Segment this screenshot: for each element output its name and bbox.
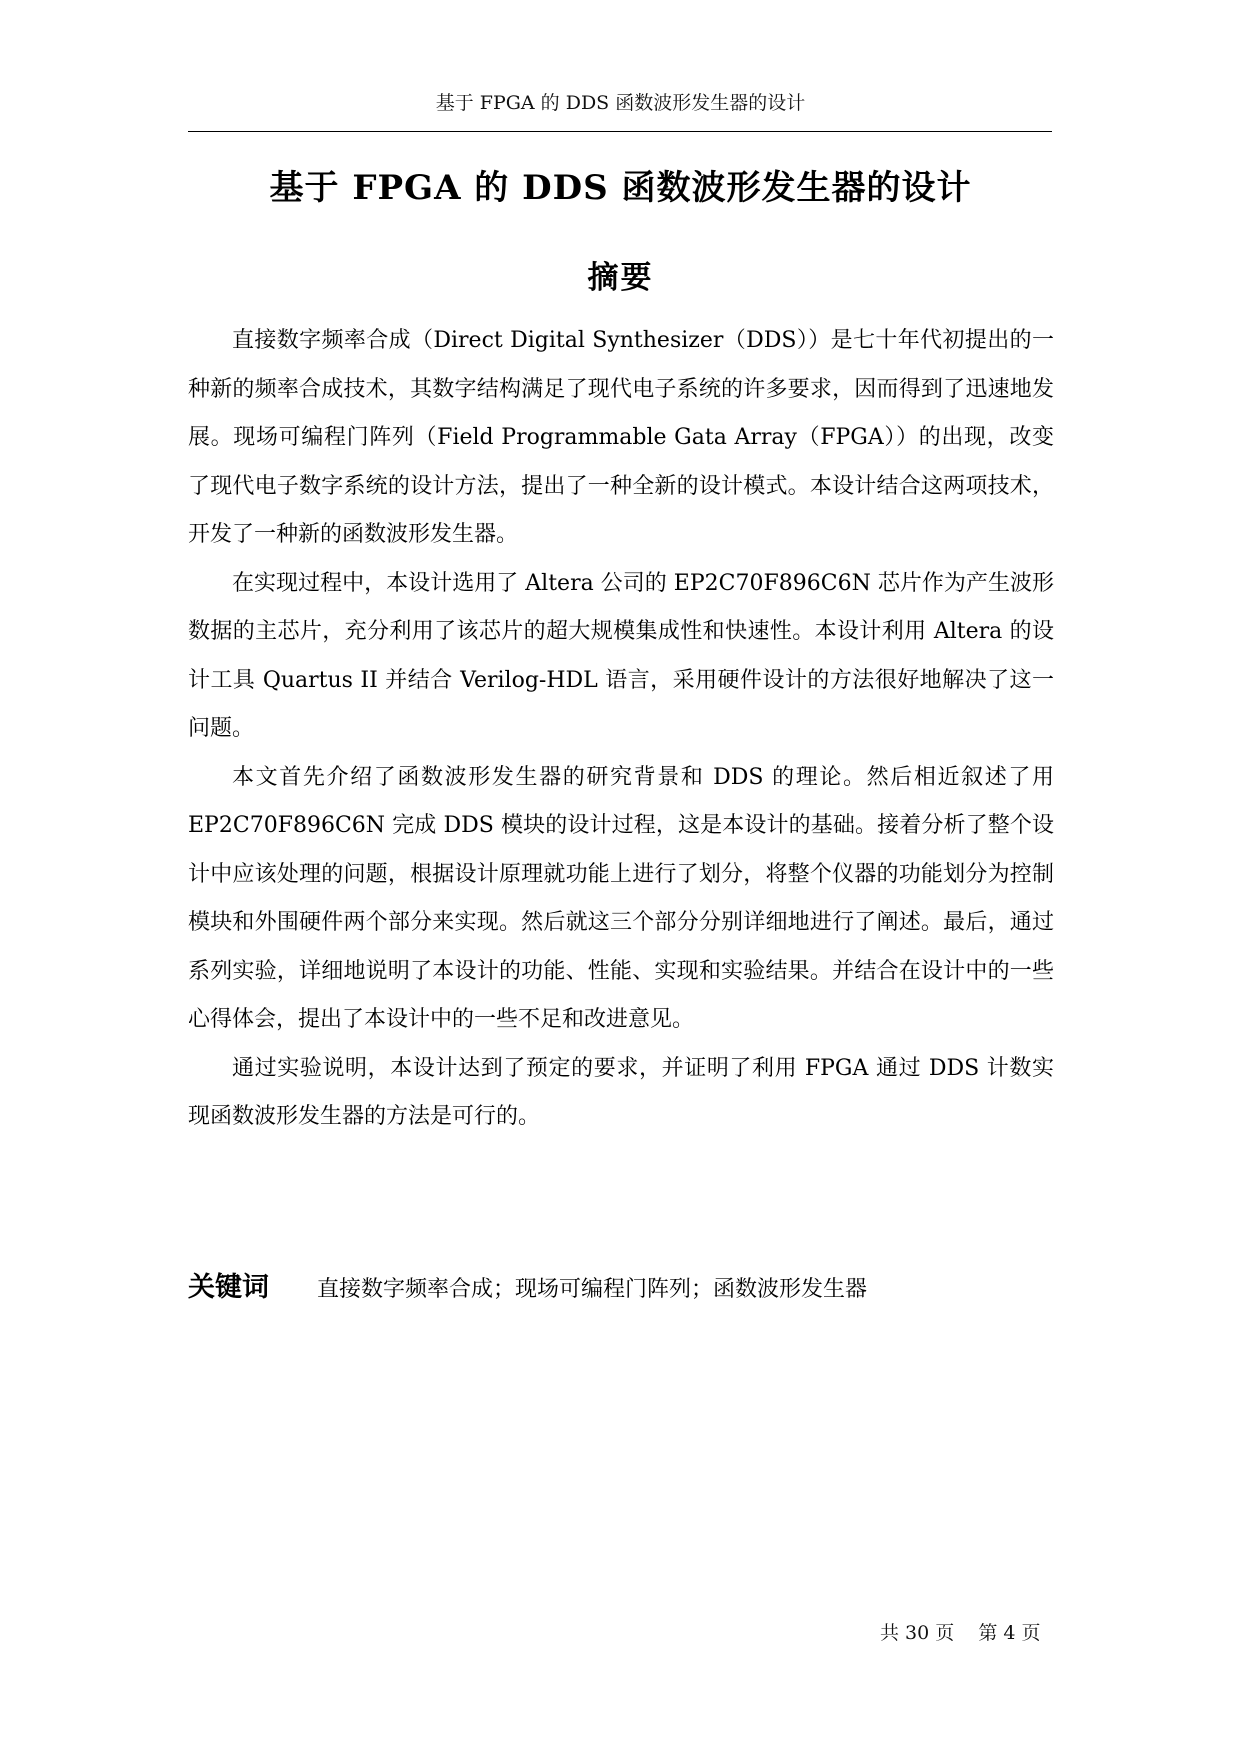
abstract-paragraph: 通过实验说明，本设计达到了预定的要求，并证明了利用 FPGA 通过 DDS 计数实现函数波形发生器的方法是可行的。 [188,1055,1054,1129]
keywords-text: 直接数字频率合成；现场可编程门阵列；函数波形发生器 [317,1277,868,1302]
abstract-paragraph: 在实现过程中，本设计选用了 Altera 公司的 EP2C70F896C6N 芯片作为产生波形数据的主芯片，充分利用了该芯片的超大规模集成性和快速性。本设计利用 Altera 的设计工具 Quartus II 并结合 Verilog-HDL 语言，采用硬件设计的方法很好地解决了这一问题。 [188,570,1054,741]
total-pages: 共 30 页 [880,1622,955,1644]
header-rule [188,131,1052,132]
abstract-paragraph: 直接数字频率合成（Direct Digital Synthesizer（DDS））是七十年代初提出的一种新的频率合成技术，其数字结构满足了现代电子系统的许多要求，因而得到了迅速地发展。现场可编程门阵列（Field Programmable Gata Array（FPGA））的出现，改变了现代电子数字系统的设计方法，提出了一种全新的设计模式。本设计结合这两项技术，开发了一种新的函数波形发生器。 [188,328,1054,547]
keywords-label: 关键词 [188,1272,269,1303]
current-page: 第 4 页 [978,1622,1041,1644]
abstract-paragraph: 本文首先介绍了函数波形发生器的研究背景和 DDS 的理论。然后相近叙述了用 EP2C70F896C6N 完成 DDS 模块的设计过程，这是本设计的基础。接着分析了整个设计中应该处理的问题，根据设计原理就功能上进行了划分，将整个仪器的功能划分为控制模块和外围硬件两个部分来实现。然后就这三个部分分别详细地进行了阐述。最后，通过系列实验，详细地说明了本设计的功能、性能、实现和实验结果。并结合在设计中的一些心得体会，提出了本设计中的一些不足和改进意见。 [188,764,1054,1032]
abstract-body [188,317,1054,1142]
keywords-section [188,1265,1054,1304]
running-header: 基于 FPGA 的 DDS 函数波形发生器的设计 [435,92,806,114]
document-title: 基于 FPGA 的 DDS 函数波形发生器的设计 [269,168,972,208]
page-footer [880,1618,1040,1645]
abstract-heading: 摘要 [587,260,654,296]
